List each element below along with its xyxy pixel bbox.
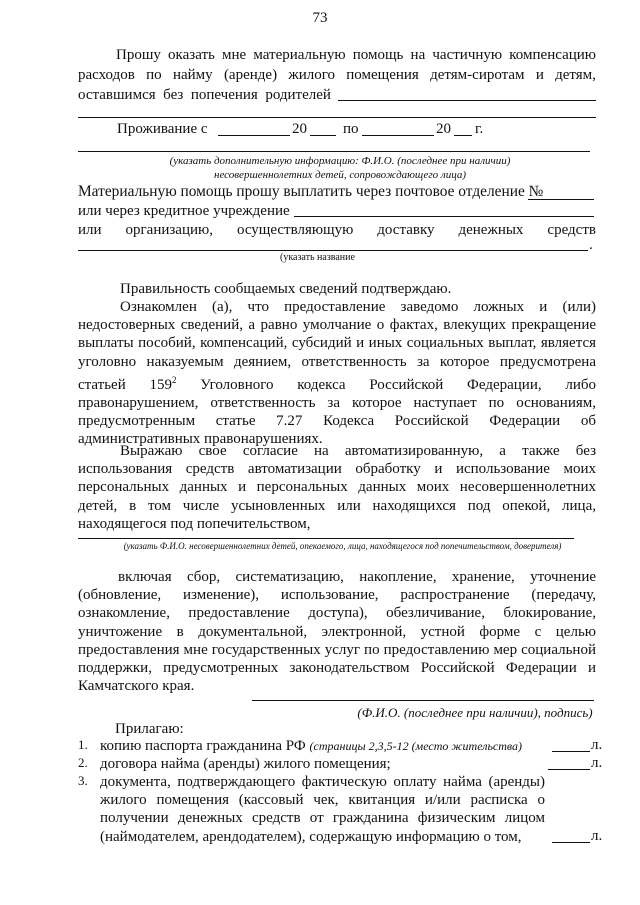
blank-line bbox=[294, 216, 594, 217]
signature-line bbox=[252, 700, 594, 701]
request-line-1: Прошу оказать мне материальную помощь на частичную компенсацию bbox=[116, 47, 596, 63]
blank-line bbox=[78, 538, 574, 539]
processing-paragraph: включая сбор, систематизацию, накопление, хранение, уточнение (обновление, изменение), использование, распространение (передачу, ознакомление, предоставление доступа), обезличивание, блокирование, уничтожение в документальной, электронной, устной форме с целью предоставления мне государственных услуг по предоставлению мер социальной поддержки, предусмотренных законодательством Российской Федерации и Камчатского края. bbox=[78, 569, 596, 695]
signature-note: (Ф.И.О. (последнее при наличии), подпись) bbox=[357, 705, 593, 720]
acquainted-paragraph: Ознакомлен (а), что предоставление заведомо ложных и (или) недостоверных сведений, а равно умолчание о фактах, влекущих прекращение выплаты пособий, компенсаций, субсидий и иных социальных выплат, является уголовно наказуемым деянием, ответственность за которое предусмотрена статьей $159^2$ Уголовного кодекса Российской Федерации, либо правонарушением, ответственность за которое наступает по основаниям, предусмотренным статье 7.27 Кодекса Российской Федерации об административных правонарушениях. bbox=[78, 299, 597, 448]
note-additional-info: (указать дополнительную информацию: Ф.И.О. (последнее при наличии) несовершеннолетних детей, сопровождающего лица) bbox=[169, 155, 511, 181]
attach-num-3: 3. bbox=[78, 773, 88, 788]
residence-year-2: 20 bbox=[436, 121, 451, 137]
consent-paragraph: Выражаю свое согласие на автоматизированную, а также без использования средств автоматизации обработку и использование моих персональных данных и персональных данных моих несовершеннолетних детей, в том числе усыновленных или находящихся под опекой, лица, находящегося под попечительством, bbox=[78, 443, 596, 532]
blank-line bbox=[78, 250, 588, 251]
payment-period: . bbox=[589, 237, 593, 253]
request-line-2: расходов по найму (аренде) жилого помещения детям-сиротам и детям, bbox=[78, 67, 596, 83]
confirm-text: Правильность сообщаемых сведений подтверждаю. bbox=[120, 281, 452, 297]
blank-line bbox=[552, 842, 590, 843]
request-line-3: оставшимся без попечения родителей bbox=[78, 87, 331, 103]
blank-line bbox=[552, 751, 590, 752]
blank-line bbox=[362, 135, 434, 136]
footnote-superscript: 2 bbox=[172, 374, 177, 385]
blank-line bbox=[310, 135, 336, 136]
page-number: 73 bbox=[312, 10, 328, 26]
payment-line-2: или через кредитное учреждение bbox=[78, 203, 290, 219]
residence-year-1: 20 bbox=[292, 121, 307, 137]
note-children: (указать Ф.И.О. несовершеннолетних детей, опекаемого, лица, находящегося под попечительством, доверителя) bbox=[123, 541, 562, 551]
attach-suffix-1: л. bbox=[591, 737, 603, 753]
attach-title: Прилагаю: bbox=[115, 721, 184, 737]
blank-line bbox=[548, 769, 590, 770]
attach-num-1: 1. bbox=[78, 737, 88, 752]
blank-line bbox=[338, 100, 596, 101]
residence-year-suffix: г. bbox=[475, 121, 484, 137]
attach-suffix-2: л. bbox=[591, 755, 603, 771]
attach-num-2: 2. bbox=[78, 755, 88, 770]
blank-line bbox=[528, 199, 594, 200]
payment-line-1: Материальную помощь прошу выплатить через почтовое отделение № bbox=[78, 183, 544, 200]
residence-to: по bbox=[343, 121, 359, 137]
attach-item-2: договора найма (аренды) жилого помещения; bbox=[100, 756, 391, 772]
payment-line-3: или организацию, осуществляющую доставку денежных средств bbox=[78, 222, 596, 238]
attach-suffix-3: л. bbox=[591, 828, 603, 844]
blank-line bbox=[78, 151, 590, 152]
blank-line bbox=[78, 117, 596, 118]
blank-line bbox=[218, 135, 290, 136]
note-name: (указать название bbox=[280, 252, 355, 263]
blank-line bbox=[454, 135, 472, 136]
residence-label: Проживание с bbox=[117, 121, 208, 137]
attach-item-3: документа, подтверждающего фактическую оплату найма (аренды) жилого помещения (кассовый чек, квитанция и/или расписка о получении денежных средств от гражданина физическим лицом (наймодателем, арендодателем), содержащую информацию о том, bbox=[100, 774, 545, 845]
attach-item-1: копию паспорта гражданина РФ (страницы 2,3,5-12 (место жительства) bbox=[100, 738, 523, 754]
